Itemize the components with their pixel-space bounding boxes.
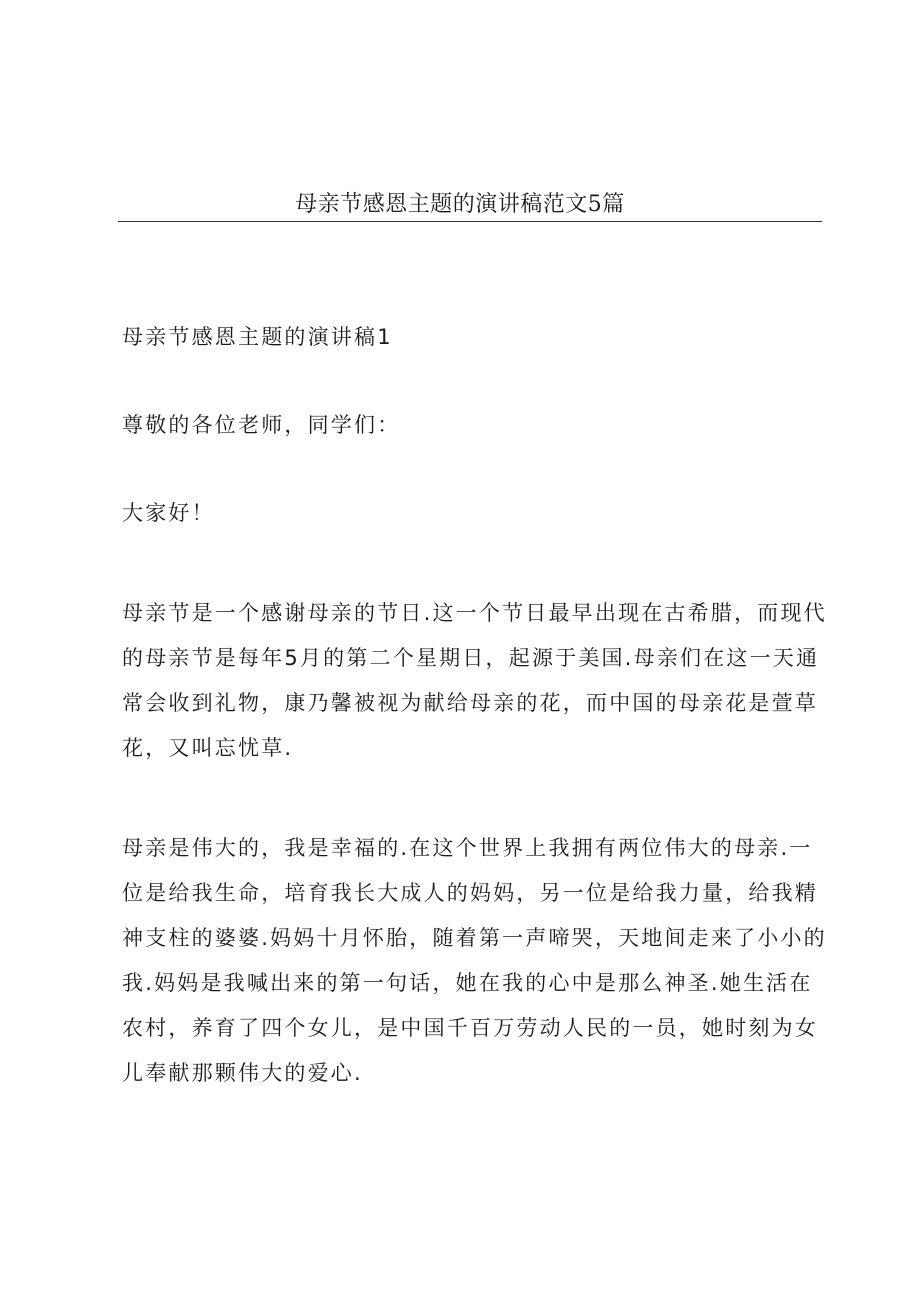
section-heading: 母亲节感恩主题的演讲稿1 (122, 325, 393, 349)
document-title: 母亲节感恩主题的演讲稿范文5篇 (295, 192, 625, 217)
greeting: 大家好！ (122, 501, 215, 525)
paragraph-2: 母亲是伟大的，我是幸福的.在这个世界上我拥有两位伟大的母亲.一位是给我生命，培育我长大成人的妈妈，另一位是给我力量，给我精神支柱的婆婆.妈妈十月怀胎，随着第一声啼哭，天地间走来了小小的我.妈妈是我喊出来的第一句话，她在我的心中是那么神圣.她生活在农村，养育了四个女儿，是中国千百万劳动人民的一员，她时刻为女儿奉献那颗伟大的爱心. (122, 836, 827, 1085)
document-body (122, 315, 832, 1096)
salutation: 尊敬的各位老师，同学们： (122, 413, 401, 437)
paragraph-1: 母亲节是一个感谢母亲的节日.这一个节日最早出现在古希腊，而现代的母亲节是每年5月的第二个星期日，起源于美国.母亲们在这一天通常会收到礼物，康乃馨被视为献给母亲的花，而中国的母亲花是萱草花，又叫忘忧草. (122, 601, 827, 760)
title-underline (118, 221, 822, 222)
